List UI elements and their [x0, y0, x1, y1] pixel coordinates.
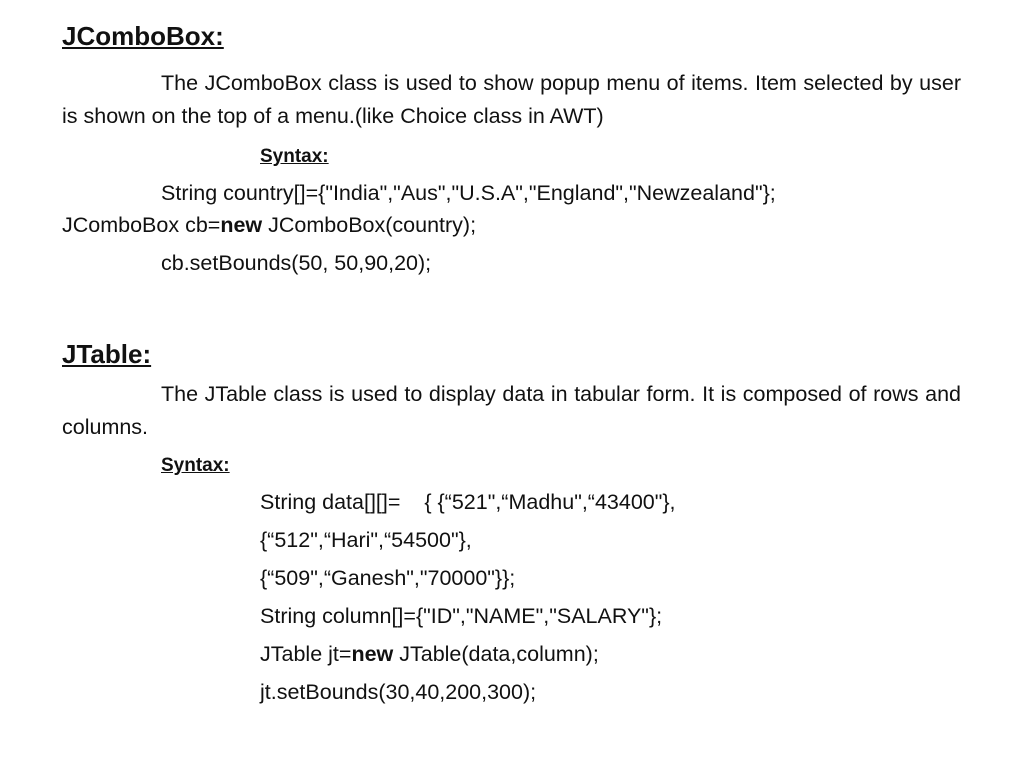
- jtable-code-line-1: String data[][]= { {“521",“Madhu",“43400"},: [260, 490, 676, 514]
- jcombobox-description: [62, 67, 961, 133]
- jcombobox-heading: JComboBox:: [62, 21, 224, 51]
- code-text: JComboBox(country);: [262, 213, 477, 237]
- jtable-code-line-4: String column[]={"ID","NAME","SALARY"};: [260, 604, 663, 628]
- code-keyword-new: new: [351, 642, 394, 666]
- jtable-heading: JTable:: [62, 339, 152, 369]
- jcombobox-code-line-3: cb.setBounds(50, 50,90,20);: [161, 251, 432, 275]
- jcombobox-syntax-label: Syntax:: [260, 146, 329, 167]
- jtable-code-line-5: [260, 640, 599, 668]
- code-text: JTable(data,column);: [393, 642, 599, 666]
- jtable-code-line-2: {“512",“Hari",“54500"},: [260, 528, 472, 552]
- jtable-description-text: The JTable class is used to display data in tabular form. It is composed of rows and columns.: [62, 382, 961, 439]
- jtable-code-line-6: jt.setBounds(30,40,200,300);: [260, 680, 537, 704]
- jtable-code-line-3: {“509",“Ganesh","70000"}};: [260, 566, 516, 590]
- code-keyword-new: new: [220, 213, 263, 237]
- jcombobox-code-line-2: [62, 211, 476, 239]
- jtable-description: [62, 378, 961, 444]
- jcombobox-description-text: The JComboBox class is used to show popup menu of items. Item selected by user is shown on the top of a menu.(like Choice class in AWT): [62, 71, 961, 128]
- jcombobox-code-line-1: String country[]={"India","Aus","U.S.A","England","Newzealand"};: [161, 181, 776, 205]
- jtable-syntax-label: Syntax:: [161, 455, 230, 476]
- code-text: JTable jt=: [260, 642, 352, 666]
- code-text: JComboBox cb=: [62, 213, 221, 237]
